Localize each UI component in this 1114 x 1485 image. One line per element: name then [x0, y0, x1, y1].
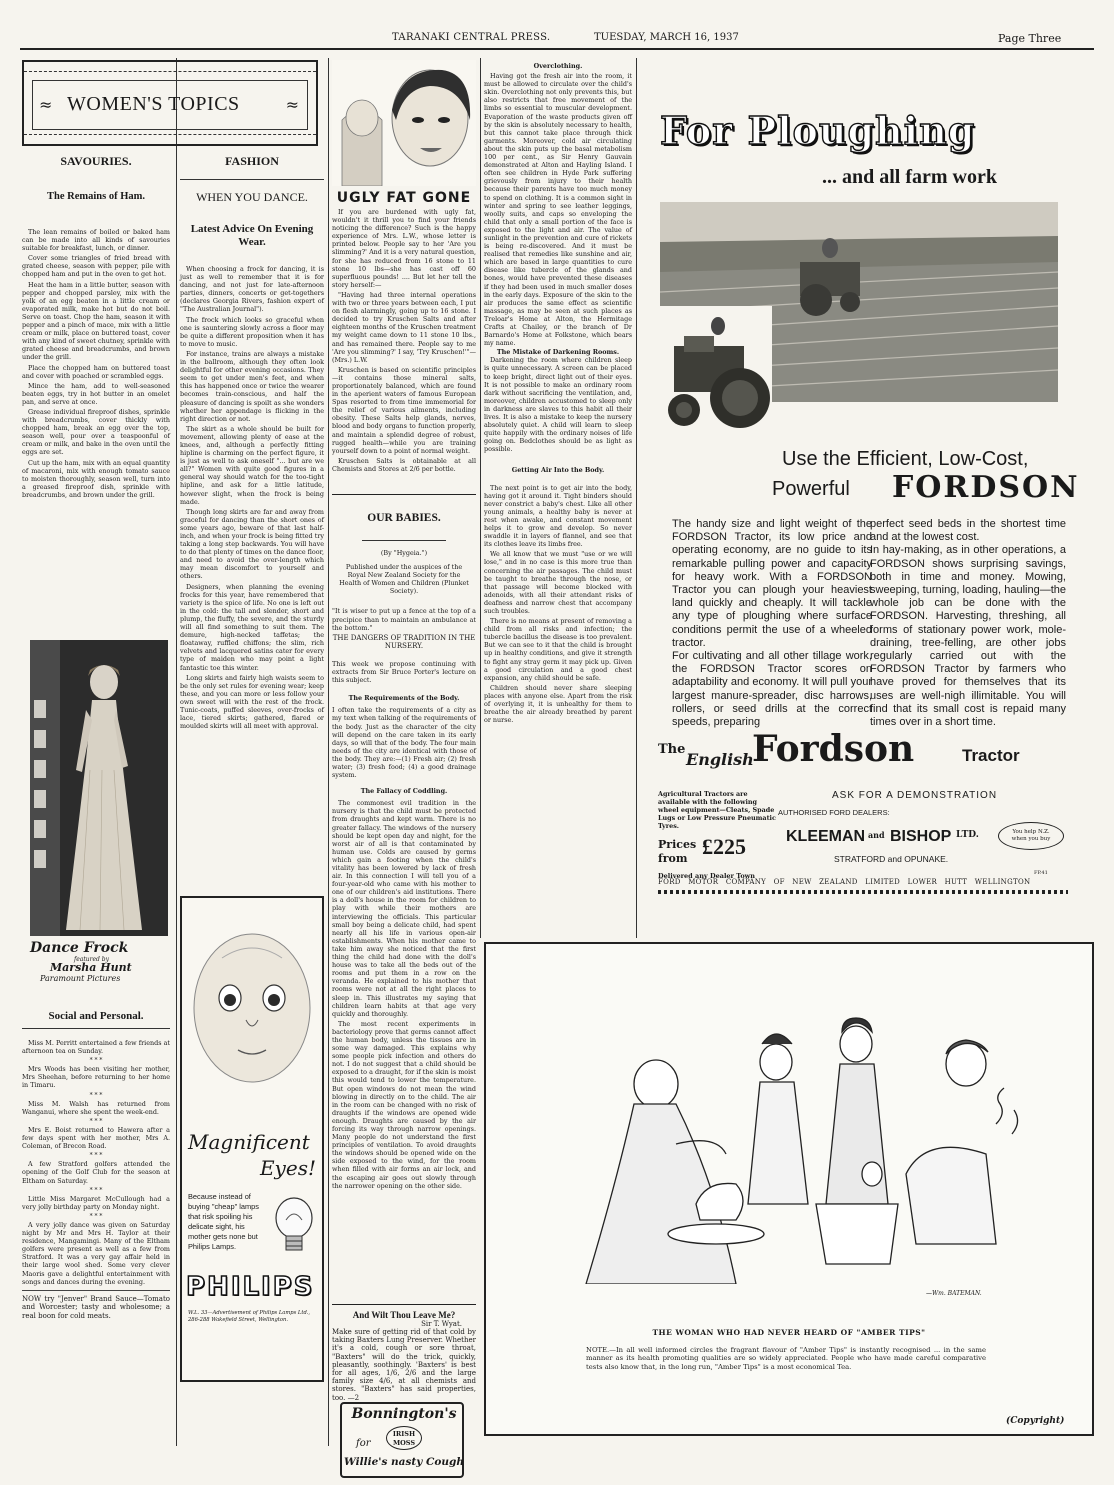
sauce-ad: NOW try "Jenver" Brand Sauce—Tomato and Worcester; tasty and wholesome; a real boon for cold meats. [22, 1290, 170, 1321]
overclothing-heading: Overclothing. [533, 62, 583, 70]
ford-footer: FORD MOTOR COMPANY OF NEW ZEALAND LIMITED LOWER HUTT WELLINGTON [658, 878, 1031, 886]
banner-title: WOMEN'S TOPICS [67, 93, 240, 115]
baxters-heading: And Wilt Thou Leave Me? [352, 1310, 456, 1320]
fordson-headline: For Ploughing [660, 108, 976, 153]
irish-moss-label: IRISH MOSS [392, 1430, 416, 1447]
kruschen-text: If you are burdened with ugly fat, wouldn't it thrill you to find your friends noticing the difference? Such is the happy experience of Mrs. L.W., whose letter is printed below. People say to her 'Are you slimming?' And it is a very natural question, for she has reduced from 16 stone to 11 stone 10 lbs—she has cast off 60 superfluous pounds! .... But let her tell the story herself:— "Having had three internal operations with two or three years between each, I put on flesh alarmingly, going up to 16 stone. I decided to try Kruschen Salts and after eighteen months of the Kruschen treatment my weight came down to 11 stone 10 lbs., and has remained there. People say to me 'Are you slimming?' I say, 'Try Kruschen!'"—(Mrs.) L.W. Kruschen is based on scientific principles—it contains those mineral salts, proportionately balanced, which are found in the aperient waters of famous European Spas resorted to from time immemorial for the relief of various ailments, including obesity. These Salts help glands, nerves, blood and body organs to function properly, and maintain a splendid degree of robust, rugged health—while you are training yourself down to a point of normal weight. Kruschen Salts is obtainable at all Chemists and Stores at 2/6 per bottle. [332, 208, 476, 473]
overclothing-text: Having got the fresh air into the room, it must be allowed to circulate over the child's skin. Overclothing not only prevents this, but also restricts that free movement of the limbs so essential to muscular development. Evaporation of the waste products given off by the skin is absolutely necessary to health, but this cannot take place through thick garments. Moreover, cold air circulating about the skin puts up the basal metabolism 100 per cent., as Sir Henry Gauvain demonstrated at Alton and Hayling Island. I often see children in Hyde Park suffering grievously from injury to their health because their parents have too much money to spend on clothing. It is a common sight in winter and spring to see leather leggings, woolly suits, and caps so enveloping the child that only a small portion of the face is exposed to the light and air. The value of sunlight in the prevention and cure of rickets is being re-discovered. And it must be realised that remedies like sunshine and air, which are based in large quantities to cure disease like tubercle of the glands and bones, would have prevented these diseases if they had been used in much smaller doses in the early days. Exposure of the skin to the air produces the same effect as scientific massage, as may be seen at such places as Treloar's Home at Alton, the Hermitage Crafts at Chailey, or the branch of Dr Barnardo's Home at Folkstone, which bears my name. [484, 72, 632, 348]
dangers-heading: THE DANGERS OF TRADITION IN THE NURSERY. [332, 633, 476, 650]
fashion-section [180, 150, 324, 732]
amber-tips-ad [484, 942, 1094, 1436]
page-number: Page Three [998, 32, 1062, 45]
fallacy-text: The commonest evil tradition in the nursery is that the child must be protected from draughts and kept warm. There is no greater fallacy. The windows of the nursery should be kept open day and night, for the worst air of all is that contaminated by human use. Colds are caused by germs which gain a footing when the child's vitality has been lowered by lack of fresh air. In this connection I will tell you of a four-year-old who came with his mother to one of our children's aid institutions. There is a doll's house in the room for children to play with while their mothers are interviewing the officials. This particular small boy being a delicate child, had spent nearly all his life in various open-air establishments. When his mother came to take him away she noticed that the first thing the child had done with the doll's house was to take all the beds out of the rooms and put them in a row on the veranda. He explained to his mother that rooms were not at all the right places to sleep in. This illustrates my saying that children learn habits at that age very quickly and thoroughly. The most recent experiments in bacteriology prove that germs cannot affect the human body, unless the tissues are in some way damaged. This explains why some people pick infection and others do not. I do not suggest that a child should be exposed to a draught, for if the skin is moist this would tend to lower the temperature. But open windows do not mean the wind blowing in directly on to the child. The air in the room can be changed with no risk of draughts if the windows are opened wide enough. Draughts are caused by the air forcing its way through narrow openings. Many people do not understand the first principles of ventilation. To avoid draughts the windows should be opened wide on the side exposed to the wind, for the room when filled with air forms an air lock, and the escaping air goes out slowly through the narrower opening on the other side. [332, 799, 476, 1190]
our-babies-section [332, 504, 476, 1192]
nz-badge-text: You help N.Z. when you buy [1011, 829, 1051, 842]
masthead-rule [20, 48, 1094, 50]
babies-continued [484, 62, 632, 726]
baxters-ad [332, 1310, 476, 1402]
powerful: Powerful [772, 478, 850, 500]
paramount: Paramount Pictures [40, 974, 121, 983]
willies-cough: Willie's nasty Cough [344, 1456, 464, 1468]
footer-border [658, 890, 1068, 894]
social-text: Miss M. Perritt entertained a few friends at afternoon tea on Sunday. * * * Mrs Woods has been visiting her mother, Mrs Sheehan, before returning to her home in Timaru. * * * Miss M. Walsh has returned from Wanganui, where she spent the week-end. * * * Mrs E. Boist returned to Hawera after a few days spent with her mother, Mrs A. Coleman, of Brecon Road. * * * A few Stratford golfers attended the opening of the Golf Club for the season at Eltham on Saturday. * * * Little Miss Margaret McCullough had a very jolly birthday party on Monday night. * * * A very jolly dance was given on Saturday night by Mr and Mrs H. Taylor at their residence, Mangamingi. Many of the Eltham golfers were present as well as a few from Stratford. It was a very gay affair held in their large wool shed. Some very clever Maoris gave a delightful entertainment with songs and dances during the evening. [22, 1039, 170, 1286]
delivered-text: Delivered any Dealer Town [658, 872, 755, 880]
darkening-heading: The Mistake of Darkening Rooms. [496, 348, 620, 357]
social-heading: Social and Personal. [48, 1010, 144, 1022]
fashion-text: When choosing a frock for dancing, it is just as well to remember that it is for dancing, and not just for late-afternoon parties, dinners, concerts or get-togethers (declares Georgia Rivers, fashion expert of "The Australian Journal"). The frock which looks so graceful when one is sauntering slowly across a floor may be quite a different proposition when it has to move to music. For instance, trains are always a mistake in the ballroom, although they often look delightful for other evening occasions. They seem to get under men's feet, and when this has happened once or twice the wearer becomes train-conscious, and half the pleasure of dancing is spoilt as she wonders whether her appendage is flicking in the right direction or not. The skirt as a whole should be built for movement, allowing plenty of ease at the knees, and, although a perfectly fitting hipline is charming on the perfect figure, it is just as well to ask oneself "... but are we all?" Women with quite good figures in a general way should watch for the too-tight hipline, and ask for a little latitude, however slight, when the frock is being made. Though long skirts are far and away from graceful for dancing than the short ones of some years ago, beware of that last half-inch, and when your frock is being fitted try taking a long step backwards. You will have to do that plenty of times on the dance floor, and need to avoid the over-length which may mean discomfort to yourself and others. Designers, when planning the evening frocks for this year, have remembered that variety is the spice of life. No one is left out in the cold: the tall and slender, short and plump, the fluffy, the severe, and the sturdy will all find something to suit them. The demure, high-necked taffetas; the floataway, ruffled chiffons; the slim, rich velvets and lacquered satins cater for every type of maiden who may point a light fantastic toe this winter. Long skirts and fairly high waists seem to be the only set rules for evening wear; keep these, and you can more or less follow your own sweet will with the rest of the frock. Tunic-coats, puffed sleeves, over-frocks of lace, tiered skirts; gathered, flared or moulded skirts will all meet with approval. [180, 265, 325, 731]
lamp-bulb-icon [270, 1194, 318, 1260]
darkening-text: Darkening the room where children sleep is quite unnecessary. A screen can be placed to keep bright, direct light out of their eyes. It is not possible to make an ordinary room dark without sacrificing the ventilation, and, moreover, children accustomed to sleep only in darkness are slaves to this habit all their lives. It is also a mistake to keep the nursery absolutely quiet. A child will learn to sleep quite happily with the ordinary noises of life going on. Bedclothes should be as light as possible. [484, 356, 632, 454]
bonningtons-ad [340, 1402, 464, 1478]
column-divider [328, 58, 329, 1446]
ag-text: Agricultural Tractors are available with the following wheel equipment—Cleats, Spade Lugs or Low Pressure Pneumatic Tyres. [658, 790, 776, 830]
banner-inner: ≈ WOMEN'S TOPICS ≈ [32, 80, 308, 130]
getting-air-text: The next point is to get air into the body, having got it around it. Tight binders should never constrict a baby's chest. Like all other young animals, a healthy baby is never at rest when awake, and constant movement helps it to grow and develop. So never swaddle it in layers of flannel, and see that its clothes leave its limbs free. We all know that we must "use or we will lose," and in no case is this more true than concerning the air passages. The child must be taught to breathe through the nose, or that passage will become blocked with adenoids, with all their attendant risks of deafness and narrow chest that accompany such troubles. There is no means at present of removing a child from all risks and infection; the tubercle bacillus the disease is too prevalent. But we can see to it that the child is brought up in healthy conditions, and give it strength to fight any stray germ it may pick up. Given a good circulation and a good chest expansion, any child should be safe. Children should never share sleeping places with anyone else. Apart from the risk of overlying it, it is unhealthy for them to breathe the air already breathed by parent or nurse. [484, 483, 632, 725]
fordson-logo: Fordson [752, 728, 915, 770]
baxters-text: Make sure of getting rid of that cold by taking Baxters Lung Preserver. Whether it's a cold, cough or sore throat, "Baxters" will do the trick, quickly, pleasantly, soothingly. 'Baxters' is best for all ages, 1/6, 2/6 and the large family size 4/6, at all chemists and stores. "Baxters" has said properties, too. —2 [332, 1328, 476, 1402]
requirements-text: I often take the requirements of a city as my text when talking of the requirements of the body. Just as the character of the city will depend on the care taken in its early days, so will that of the body. The four main needs of the city are identical with those of the body. They are:—(1) Fresh air; (2) fresh water; (3) fresh food; (4) a good drainage system. [332, 706, 476, 780]
ham-heading: The Remains of Ham. [47, 191, 145, 202]
dealer-row [778, 824, 988, 850]
authorised-dealers: AUTHORISED FORD DEALERS: [778, 808, 890, 817]
dealer-towns: STRATFORD and OPUNAKE. [834, 854, 949, 864]
fordson-brand: FORDSON [892, 470, 1080, 505]
dealer-bishop: BISHOP [890, 828, 952, 845]
dance-frock-photo [30, 640, 168, 936]
nz-badge [998, 822, 1064, 850]
philips-logo: PHILIPS [186, 1272, 315, 1302]
ask-demo: ASK FOR A DEMONSTRATION [832, 790, 998, 801]
eyes-head2: Eyes! [259, 1156, 316, 1180]
fashion-heading: FASHION [225, 154, 279, 168]
dealer-kleeman: KLEEMAN [786, 828, 866, 845]
philips-small: W.L. 33—Advertisement of Philips Lamps Ltd., 286-288 Wakefield Street, Wellington. [188, 1310, 311, 1323]
paper-name: TARANAKI CENTRAL PRESS. [392, 32, 551, 43]
masthead [20, 30, 1094, 46]
irish-moss-badge [386, 1426, 422, 1450]
amber-copyright: (Copyright) [1006, 1416, 1065, 1426]
dance-frock-title: Dance Frock [30, 940, 129, 956]
fordson-sub: ... and all farm work [822, 166, 997, 188]
the-word: The [658, 742, 686, 757]
price-value: £225 [702, 834, 746, 859]
savouries-section [22, 150, 170, 501]
week-intro: This week we propose continuing with extracts from Sir Bruce Porter's lecture on this subject. [332, 659, 476, 685]
fordson-logo-row [658, 728, 1068, 776]
bonningtons-name: Bonnington's [351, 1406, 457, 1422]
fp-code: FP.41 [1034, 870, 1048, 876]
column-divider [176, 58, 177, 1446]
requirements-heading: The Requirements of the Body. [348, 694, 460, 703]
amber-caption: THE WOMAN WHO HAD NEVER HEARD OF "AMBER TIPS" [652, 1328, 926, 1337]
fordson-ad [642, 60, 1096, 936]
getting-air-heading: Getting Air Into the Body. [511, 465, 605, 474]
ugly-fat-heading: UGLY FAT GONE [336, 190, 472, 206]
eyes-head1: Magnificent [188, 1130, 310, 1154]
fordson-body-right: perfect seed beds in the shortest time and at the lowest cost. In hay-making, as in other operations, a FORDSON shows surprising savings, both in time and money. Mowing, sweeping, turning, loading, hauling—the whole job can be done with the FORDSON. Harvesting, threshing, all forms of stationary power work, mole-draining, tree-felling, are other jobs regularly carried out with the FORDSON Tractor by farmers who have proved for themselves that its uses are well-nigh illimitable. You will find that its small cost is repaid many times over in a short time. [870, 518, 1066, 729]
baxters-attribution: Sir T. Wyat. [421, 1320, 462, 1328]
babies-heading: OUR BABIES. [367, 512, 441, 524]
marsha-hunt: Marsha Hunt [50, 961, 132, 974]
column-divider [636, 58, 637, 938]
dealer-ltd: LTD. [956, 830, 979, 840]
quote: "It is wiser to put up a fence at the top of a precipice than to maintain an ambulance at the bottom." [332, 607, 476, 632]
fallacy-heading: The Fallacy of Coddling. [360, 787, 448, 796]
bonningtons-for: for [356, 1438, 371, 1449]
baxters-rule [332, 1304, 476, 1305]
cartoon-illustration [526, 1004, 1046, 1284]
social-section [22, 1010, 170, 1320]
dance-frock-illustration [30, 640, 168, 936]
issue-date: TUESDAY, MARCH 16, 1937 [594, 32, 739, 43]
use-efficient: Use the Efficient, Low-Cost, [782, 448, 1029, 470]
eyes-copy: Because instead of buying "cheap" lamps that risk spoiling his delicate sight, his mother gets none but Philips Lamps. [188, 1192, 259, 1251]
baby-illustration [182, 898, 322, 1118]
dealer-and: and [868, 830, 885, 840]
tractor-photo [660, 306, 772, 442]
babies-intro: Published under the auspices of the Royal New Zealand Society for the Health of Women and Children (Plunket Society). [339, 563, 469, 596]
woman-portrait [332, 60, 476, 186]
philips-ad [180, 896, 324, 1382]
fordson-body-left: The handy size and light weight of the FORDSON Tractor, its low price and operating economy, are no guide to its remarkable pulling power and capacity for heavy work. With a FORDSON Tractor you can plough your heaviest land quickly and cheaply. It will tackle any type of ploughing where surface conditions permit the use of a wheeled tractor. For cultivating and all other tillage work, the FORDSON Tractor scores on adaptability and economy. It will pull your largest manure-spreader, disc harrows, rollers, or seed drills at the correct speeds, preparing [672, 518, 872, 729]
column-divider [480, 58, 481, 938]
savouries-heading: SAVOURIES. [60, 154, 132, 168]
womens-topics-banner [22, 60, 318, 146]
dance-frock-caption [30, 940, 170, 984]
featured-by: featured by [74, 956, 110, 963]
hygeia: (By "Hygeia.") [380, 549, 428, 557]
tractor-word: Tractor [962, 746, 1020, 765]
ham-text: The lean remains of boiled or baked ham can be made into all kinds of savouries suitable for breakfast, lunch, or dinner. Cover some triangles of fried bread with grated cheese, season with pepper, pile with chopped ham and put in the oven to get hot. Heat the ham in a little butter, season with pepper and chopped parsley, mix with the yolk of an egg beaten in a little cream or evaporated milk, make hot but do not boil. Serve on toast. Chop the ham, season it with pepper and a pinch of mace, mix with a little cream or milk, place on buttered toast, cover with any kind of sweet chutney, sprinkle with grated cheese and breadcrumbs, and brown under the grill. Place the chopped ham on buttered toast and cover with poached or scrambled eggs. Mince the ham, add to well-seasoned beaten eggs, try in hot butter in an omelet pan, and serve at once. Grease individual fireproof dishes, sprinkle with breadcrumbs, cover thickly with chopped ham, break an egg over the top, season well, pour over a teaspoonful of cream or milk, and bake in the oven until the eggs are set. Cut up the ham, mix with an equal quantity of macaroni, mix with enough tomato sauce to moisten thoroughly, season well, turn into a greased fireproof dish, sprinkle with breadcrumbs, and brown under the grill. [22, 228, 170, 499]
english-word: English [686, 750, 754, 769]
kruschen-rule [332, 494, 476, 495]
prices-label: Prices [658, 838, 697, 851]
when-you-dance-heading: WHEN YOU DANCE. [196, 190, 308, 204]
cartoon-artist: —Wm. BATEMAN. [926, 1290, 982, 1297]
amber-note: NOTE.—In all well informed circles the fragrant flavour of "Amber Tips" is instantly recognised ... in the same manner as its health promoting qualities are so widely appreciated. People who have made careful comparative tests also know that, in the long run, "Amber Tips" is a most economical Tea. [586, 1346, 986, 1371]
from-label: from [658, 852, 688, 865]
evening-wear-heading: Latest Advice On Evening Wear. [190, 223, 314, 248]
